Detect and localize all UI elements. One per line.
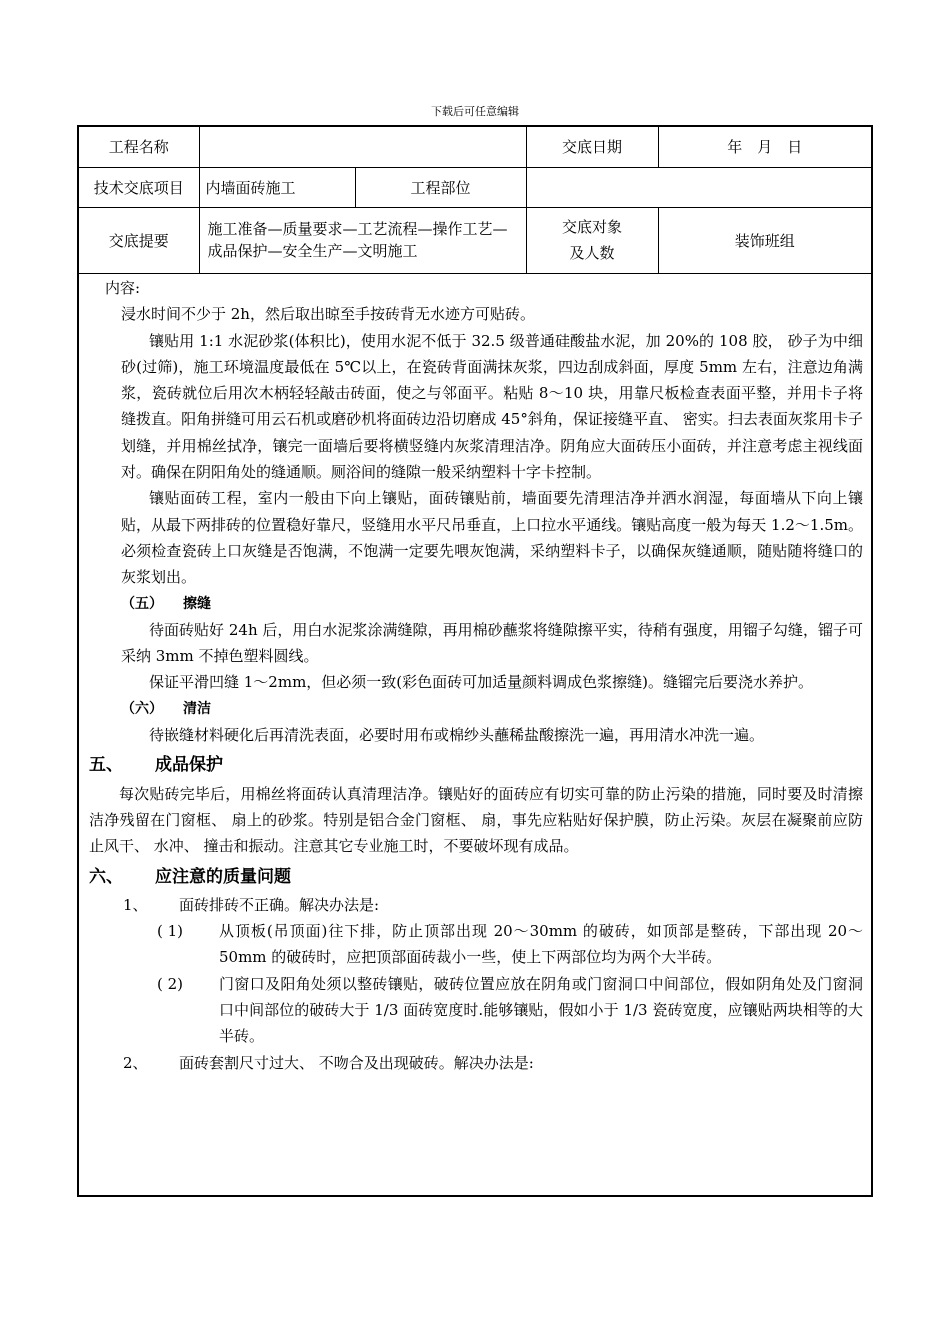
list-item: [79, 892, 871, 918]
item-label: 技术交底项目: [79, 167, 199, 207]
target-label-line-2: 及人数: [569, 244, 615, 262]
target-label: [526, 207, 658, 273]
list-item-number: 2、: [123, 1053, 148, 1072]
list-item-text: 面砖套割尺寸过大、 不吻合及出现破砖。解决办法是:: [179, 1053, 534, 1072]
content-label: 内容:: [105, 279, 141, 297]
target-label-line-1: 交底对象: [561, 218, 622, 236]
list-item-number: 1、: [123, 895, 148, 914]
location-label: 工程部位: [355, 167, 526, 207]
location-value: [526, 167, 871, 207]
section-heading-6: [79, 864, 871, 890]
subsection-title: 擦缝: [183, 595, 211, 612]
option-tag: ( 2): [157, 974, 184, 993]
header-row-2: [79, 167, 871, 207]
disclosure-form: [77, 125, 873, 1197]
subsection-heading-6: [79, 696, 871, 722]
project-name-label: 工程名称: [79, 127, 199, 167]
section-title: 应注意的质量问题: [155, 866, 291, 887]
project-name-value: [199, 127, 526, 167]
paragraph: 镶贴面砖工程，室内一般由下向上镶贴，面砖镶贴前，墙面要先清理洁净并洒水润湿，每面墙从下向上镶贴，从最下两排砖的位置稳好靠尺，竖缝用水平尺吊垂直，上口拉水平通线。镶贴高度一般为每天 1.2～1.5m。必须检查瓷砖上口灰缝是否饱满，不饱满一定要先喂灰饱满，采纳塑料卡子，以确保灰缝通顺，随贴随将缝口的灰浆划出。: [121, 489, 863, 587]
section-title: 成品保护: [155, 755, 223, 776]
option-item: [79, 918, 871, 971]
header-table: [79, 127, 871, 274]
paragraph: 待嵌缝材料硬化后再清洗表面，必要时用布或棉纱头蘸稀盐酸擦洗一遍，再用清水冲洗一遍。: [149, 726, 765, 745]
option-tag: ( 1): [157, 922, 184, 941]
section-number: 五、: [89, 755, 123, 776]
paragraph: 镶贴用 1:1 水泥砂浆(体积比)，使用水泥不低于 32.5 级普通硅酸盐水泥，加 20%的 108 胶， 砂子为中细砂(过筛)，施工环境温度最低在 5℃以上，在瓷砖背面满抹灰浆，四边刮成斜面，厚度 5mm 左右，注意边角满浆，瓷砖就位后用次木柄轻轻敲击砖面，使之与邻面平。粘贴 8～10 块，用靠尺板检查表面平整，并用卡子将缝拨直。阳角拼缝可用云石机或磨砂机将面砖边沿切磨成 45°斜角，保证接缝平直、 密实。扫去表面灰浆用卡子划缝，并用棉丝拭净，镶完一面墙后要将横竖缝内灰浆清理洁净。阴角应大面砖压小面砖，并注意考虑主视线面对。确保在阴阳角处的缝通顺。厕浴间的缝隙一般采纳塑料十字卡控制。: [121, 331, 863, 482]
download-note: 下载后可任意编辑: [431, 105, 519, 118]
content-body: [79, 275, 871, 1076]
section-heading-5: [79, 752, 871, 778]
date-value: 年 月 日: [658, 127, 871, 167]
item-value: 内墙面砖施工: [199, 167, 355, 207]
list-item: [79, 1050, 871, 1076]
option-item: [79, 971, 871, 1050]
option-text: 门窗口及阳角处须以整砖镶贴，破砖位置应放在阴角或门窗洞口中间部位，假如阴角处及门窗洞口中间部位的破砖大于 1/3 面砖宽度时.能够镶贴，假如小于 1/3 瓷砖宽度，应镶贴两块相等的大半砖。: [219, 974, 863, 1046]
summary-value: 施工准备—质量要求—工艺流程—操作工艺—成品保护—安全生产—文明施工: [199, 207, 526, 273]
date-label: 交底日期: [526, 127, 658, 167]
paragraph: 待面砖贴好 24h 后，用白水泥浆涂满缝隙，再用棉砂蘸浆将缝隙擦平实，待稍有强度，用镏子勾缝，镏子可采纳 3mm 不掉色塑料圆线。: [121, 620, 863, 666]
subsection-number: （五）: [121, 595, 163, 612]
option-text: 从顶板(吊顶面)往下排，防止顶部出现 20～30mm 的破砖，如顶部是整砖，下部出现 20～50mm 的破砖时，应把顶部面砖裁小一些，使上下两部位均为两个大半砖。: [219, 922, 863, 967]
subsection-title: 清洁: [183, 700, 211, 717]
header-row-3: [79, 207, 871, 273]
target-value: 装饰班组: [658, 207, 871, 273]
list-item-text: 面砖排砖不正确。解决办法是:: [179, 895, 380, 914]
section-number: 六、: [89, 866, 123, 887]
header-row-1: [79, 127, 871, 167]
subsection-heading-5: [79, 591, 871, 617]
summary-label: 交底提要: [79, 207, 199, 273]
paragraph: 浸水时间不少于 2h，然后取出晾至手按砖背无水迹方可贴砖。: [121, 305, 535, 324]
paragraph: 每次贴砖完毕后，用棉丝将面砖认真清理洁净。镶贴好的面砖应有切实可靠的防止污染的措施，同时要及时清擦洁净残留在门窗框、 扇上的砂浆。特别是铝合金门窗框、 扇，事先应粘贴好保护膜，防止污染。灰层在凝聚前应防止风干、 水冲、 撞击和振动。注意其它专业施工时，不要破坏现有成品。: [89, 784, 863, 856]
paragraph: 保证平滑凹缝 1～2mm，但必须一致(彩色面砖可加适量颜料调成色浆擦缝)。缝镏完后要浇水养护。: [149, 673, 814, 692]
subsection-number: （六）: [121, 700, 163, 717]
